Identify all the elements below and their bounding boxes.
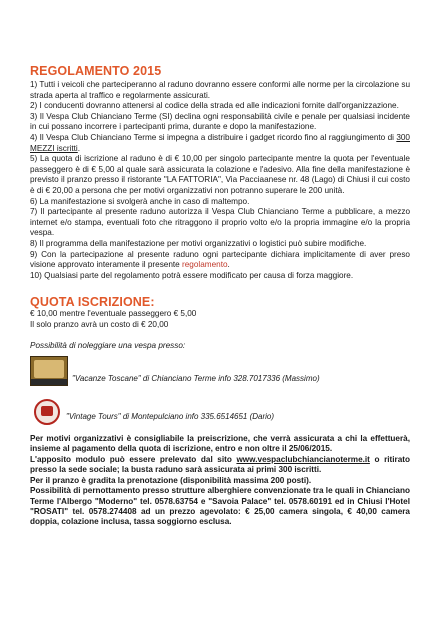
vacanze-toscane-logo	[30, 356, 68, 386]
rental-text-vintage: "Vintage Tours" di Montepulciano info 335.6514651 (Dario)	[66, 412, 275, 422]
rule-7: 7) Il partecipante al presente raduno autorizza il Vespa Club Chianciano Terme a pubblicare, a mezzo internet e/o stampa, eventuali foto che ritraggono il proprio volto e/o la propria immagine e/o la propria vespa.	[30, 207, 410, 238]
rental-item-vintage	[30, 394, 410, 424]
rule-9-end: .	[227, 260, 230, 270]
rule-3: 3) Il Vespa Club Chianciano Terme (SI) declina ogni responsabilità civile e penale per qualsiasi incidente in cui possano incorrere i partecipanti prima, durante e dopo la manifestazione.	[30, 111, 410, 132]
info-pernottamento: Possibilità di pernottamento presso strutture alberghiere convenzionate tra le quali in Chianciano Terme l'Albergo "Moderno" tel. 0578.63754 e "Savoia Palace" tel. 0578.60191 ed in Chiusi l'Hotel "ROSATI" tel. 0578.274408 ad un prezzo agevolato: € 25,00 camera singola, € 40,00 camera doppia, colazione inclusa, tassa soggiorno esclusa.	[30, 486, 410, 527]
rule-4-end: .	[77, 143, 81, 153]
rule-9	[30, 250, 410, 271]
rule-10: 10) Qualsiasi parte del regolamento potrà essere modificato per causa di forza maggiore.	[30, 270, 354, 280]
rule-6: 6) La manifestazione si svolgerà anche in caso di maltempo.	[30, 196, 250, 206]
rule-4-text: 4) Il Vespa Club Chianciano Terme si impegna a distribuire i gadget ricordo fino al raggiungimento di	[30, 132, 397, 142]
rule-8: 8) Il programma della manifestazione per motivi organizzativi o logistici può subire modifiche.	[30, 238, 367, 248]
info-pranzo: Per il pranzo è gradita la prenotazione (disponibilità massima 200 posti).	[30, 475, 312, 485]
rental-text-vacanze: "Vacanze Toscane" di Chianciano Terme info 328.7017336 (Massimo)	[72, 374, 320, 384]
quota-line-2: Il solo pranzo avrà un costo di € 20,00	[30, 319, 169, 329]
quota-title: QUOTA ISCRIZIONE:	[30, 295, 155, 310]
rental-item-vacanze	[30, 356, 410, 386]
info-preiscrizione: Per motivi organizzativi è consigliabile la preiscrizione, che verrà assicurata a chi la effettuerà, insieme al pagamento della quota di iscrizione, entro e non oltre il 25/06/2015.	[30, 434, 410, 454]
info-modulo-end: o ritirato presso la sede sociale; la busta raduno sarà assicurata ai primi 300 iscritti.	[30, 454, 410, 475]
rule-9-text: 9) Con la partecipazione al presente raduno ogni partecipante dichiara implicitamente di aver preso visione approvato interamente il presente	[30, 249, 410, 270]
rule-9-highlight: regolamento	[182, 260, 228, 270]
quota-line-1: € 10,00 mentre l'eventuale passeggero € 5,00	[30, 309, 197, 319]
rule-1: 1) Tutti i veicoli che parteciperanno al raduno dovranno essere conformi alle norme per la circolazione su strada aperta al traffico e regolarmente assicurati.	[30, 80, 410, 100]
noleggio-heading: Possibilità di noleggiare una vespa presso:	[30, 341, 186, 351]
rules-list	[30, 80, 410, 281]
rule-4-underlined: 300 MEZZI iscritti	[30, 132, 410, 153]
website-link[interactable]: www.vespaclubchiancianoterme.it	[236, 454, 370, 464]
document-body	[30, 64, 410, 528]
vintage-tours-logo	[30, 398, 62, 424]
quota-section	[30, 295, 410, 330]
rule-4	[30, 133, 410, 154]
info-section	[30, 434, 410, 528]
info-modulo-text: L'apposito modulo può essere prelevato dal sito	[30, 454, 237, 464]
rule-5: 5) La quota di iscrizione al raduno è di € 10,00 per singolo partecipante mentre la quota per l'eventuale passeggero è di € 5,00 al quale sarà assicurata la colazione e l'adesivo. Alla fine della manifestazione è previsto il pranzo presso il ristorante "LA FATTORIA", Via Pacciaanese nr. 48 (Lago) di Chiusi il cui costo è di € 20,00 a persona che per motivi organizzativi non potranno superare le 200 unità.	[30, 154, 410, 195]
regolamento-title: REGOLAMENTO 2015	[30, 64, 162, 78]
info-modulo	[30, 455, 410, 476]
rule-2: 2) I conducenti dovranno attenersi al codice della strada ed alle indicazioni fornite dall'organizzazione.	[30, 101, 399, 111]
